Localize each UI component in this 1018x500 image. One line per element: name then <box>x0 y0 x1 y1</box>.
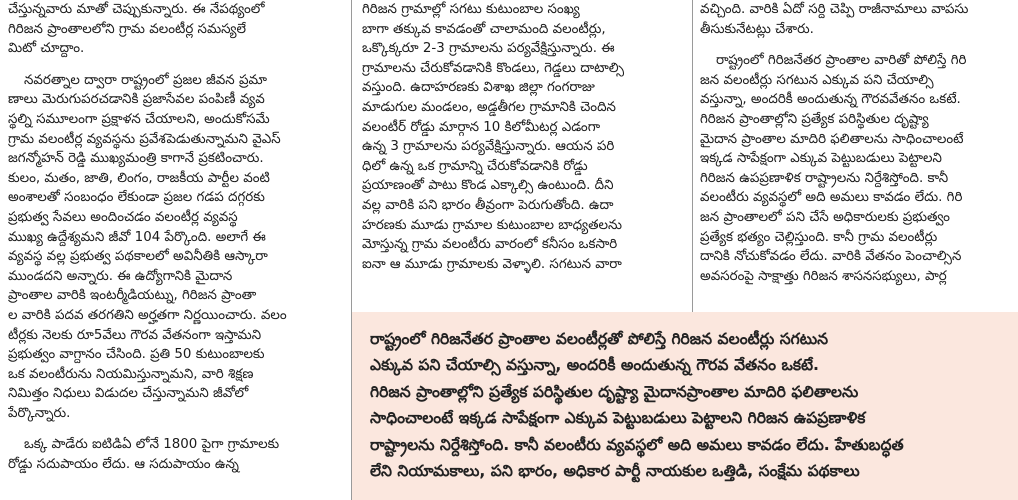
paragraph-gap <box>700 39 1012 51</box>
text-line: తీసుకునేటట్లు చేశారు. <box>700 21 814 37</box>
text-line: రాష్ట్రాలను నిర్దేశిస్తోంది. కానీ వలంటీరు వ్యవస్థలో అది అమలు కావడం లేదు. హేతుబద్ధత <box>370 435 904 454</box>
text-line: ఒక్కొక్కరూ 2-3 గ్రామాలను పర్యవేక్షిస్తున్నారు. ఈ <box>362 41 615 57</box>
text-line: నిమిత్తం నిధులు విడుదల చేస్తున్నామని జీవోలో <box>8 386 249 402</box>
text-line: అవసరంపై సాక్షాత్తు గిరిజన శాసనసభ్యులు, పార్ల <box>700 268 947 284</box>
text-line: రాష్ట్రంలో గిరిజనేతర ప్రాంతాల వారితో పోలిస్తే గిరి <box>716 53 967 69</box>
pull-quote-box <box>352 312 1018 500</box>
text-line: ల వారికి పదవ తరగతిని అర్హతగా నిర్ణయించారు. వలం <box>8 307 287 323</box>
text-line: దానికి నోచుకోవడం లేదు. వారికి వేతనం పెంచాల్సిన <box>700 249 962 265</box>
text-line: వలంటీర్ రోడ్డు మార్గాన 10 కిలోమీటర్ల ఎడంగా <box>362 119 601 135</box>
text-line: బాగా తక్కువ కావడంతో చాలామంది వలంటీర్లు, <box>362 21 606 37</box>
text-line: వలంటీరు వ్యవస్థలో అది అమలు కావడం లేదు. గిరి <box>700 190 963 206</box>
text-line: ప్రభుత్వ సేవలు అందించడం వలంటీర్ల వ్యవస్థ <box>8 209 238 225</box>
text-line: ఇక్కడ సాపేక్షంగా ఎక్కువ పెట్టుబడులు పెట్టాలని <box>700 151 942 167</box>
text-line: గిరిజన ఉపప్రణాళిక రాష్ట్రాలను నిర్దేశిస్తోంది. కానీ <box>700 170 949 186</box>
text-line: కులం, మతం, జాతి, లింగం, రాజకీయ పార్టీల వంటి <box>8 170 270 186</box>
text-line: ప్రభుత్వం వాగ్దానం చేసింది. ప్రతి 50 కుటుంబాలకు <box>8 347 265 363</box>
text-line: ధిలో ఉన్న ఒక గ్రామాన్ని చేరుకోవడానికి రోడ్డు <box>362 158 588 174</box>
text-line: గ్రామ వలంటీర్ల వ్యవస్థను ప్రవేశపెడుతున్నామని వైఎస్ <box>8 131 281 147</box>
text-line: ముఖ్య ఉద్దేశ్యమని జీవో 104 పేర్కొంది. అలాగే ఈ <box>8 229 266 245</box>
text-line: గిరిజన ప్రాంతాల్లోని ప్రత్యేక పరిస్థితుల దృష్ట్యా మైదానప్రాంతాల మాదిరి ఫలితాలను <box>370 382 859 401</box>
text-line: టీర్లకు నెలకు రూ5వేలు గౌరవ వేతనంగా ఇస్తామని <box>8 327 262 343</box>
text-line: లేని నియామకాలు, పని భారం, అధికార పార్టీ నాయకుల ఒత్తిడి, సంక్షేమ పథకాలు <box>370 461 860 480</box>
text-line: వస్తున్నా, అందరికీ అందుతున్న గౌరవవేతనం ఒకటే. <box>700 92 961 108</box>
article-column-3 <box>700 0 1012 310</box>
text-line: ప్రాంతాల వారికి ఇంటర్మీడియట్ను, గిరిజన ప్రాంతా <box>8 288 257 304</box>
text-line: చేస్తున్నవారు మాతో చెప్పుకున్నారు. ఈ నేపథ్యంలో <box>8 2 265 17</box>
text-line: వచ్చింది. వారికి ఏదో సర్ది చెప్పి రాజీనామాలు వాపసు <box>700 2 969 17</box>
paragraph-gap <box>8 423 344 435</box>
text-line: వల్ల వారికి పని భారం తీవ్రంగా పెరుగుతోంది. ఉదా <box>362 197 614 213</box>
article-column-1 <box>8 0 344 500</box>
article-column-2 <box>362 0 686 310</box>
text-line: హరణకు మూడు గ్రామాల కుటుంబాల బాధ్యతలను <box>362 217 623 233</box>
paragraph-gap <box>8 59 344 71</box>
text-line: ఒక వలంటీరును నియమిస్తున్నామని, వారి శిక్షణ <box>8 366 254 382</box>
text-line: సాధించాలంటే ఇక్కడ సాపేక్షంగా ఎక్కువ పెట్టుబడులు పెట్టాలని గిరిజన ఉపప్రణాళిక <box>370 409 866 428</box>
text-line: మోస్తున్న గ్రామ వలంటీరు వారంలో కనీసం ఒకసారి <box>362 237 618 253</box>
text-line: పేర్కొన్నారు. <box>8 405 71 421</box>
text-line: జన వలంటీర్లు సగటున ఎక్కువ పని చేయాల్సి <box>700 72 934 88</box>
text-line: ముండదని అన్నారు. ఈ ఉద్యోగానికి మైదాన <box>8 268 233 284</box>
text-line: ణాలు మెరుగుపరచడానికి ప్రజాసేవల పంపిణీ వ్యవ <box>8 92 265 108</box>
text-line: ఉన్న 3 గ్రామాలను పర్యవేక్షిస్తున్నారు. ఆయన పరి <box>362 139 615 155</box>
column-divider <box>692 0 693 312</box>
text-line: ప్రత్యేక భత్యం చెల్లిస్తుంది. కానీ గ్రామ వలంటీర్లు <box>700 229 938 245</box>
text-line: జన ప్రాంతాలలో పని చేసే అధికారులకు ప్రభుత్వం <box>700 209 950 225</box>
text-line: ఒక్క పాడేరు ఐటిడిఏ లోనే 1800 పైగా గ్రామాలకు <box>24 437 280 453</box>
text-line: గ్రామాలను చేరుకోవడానికి కొండలు, గెడ్డలు దాటాల్సి <box>362 60 625 76</box>
text-line: స్థల్ని సమూలంగా ప్రక్షాళన చేయాలని, అందుకోసమే <box>8 111 270 127</box>
pull-quote-text <box>370 326 1000 484</box>
text-line: గిరిజన ప్రాంతాల్లోని ప్రత్యేక పరిస్థితుల దృష్ట్యా <box>700 111 929 127</box>
text-line: ప్రయాణంతో పాటు కొండ ఎక్కాల్సి ఉంటుంది. దీని <box>362 178 614 194</box>
text-line: ఎక్కువ పని చేయాల్సి వస్తున్నా, అందరికీ అందుతున్న గౌరవ వేతనం ఒకటే. <box>370 356 819 375</box>
text-line: మిటో చూద్దాం. <box>8 41 85 57</box>
text-line: మాడుగుల మండలం, అడ్డతీగల గ్రామానికి చెందిన <box>362 99 616 115</box>
text-line: రోడ్డు సదుపాయం లేదు. ఆ సదుపాయం ఉన్న <box>8 457 239 473</box>
text-line: వస్తుంది. ఉదాహరణకు విశాఖ జిల్లా గంగరాజు <box>362 80 595 96</box>
text-line: జగన్మోహన్ రెడ్డి ముఖ్యమంత్రి కాగానే ప్రకటించారు. <box>8 151 264 167</box>
text-line: నవరత్నాల ద్వారా రాష్ట్రంలో ప్రజల జీవన ప్రమా <box>24 72 267 88</box>
text-line: గిరిజన ప్రాంతాలలోని గ్రామ వలంటీర్ల సమస్యలే <box>8 21 246 37</box>
text-line: ఐనా ఆ మూడు గ్రామాలకు వెళ్ళాలి. సగటున వారా <box>362 256 622 272</box>
text-line: గిరిజన గ్రామాల్లో సగటు కుటుంబాల సంఖ్య <box>362 2 580 17</box>
text-line: అంశాలతో సంబంధం లేకుండా ప్రజల గడప దగ్గరకు <box>8 190 265 206</box>
text-line: వ్యవస్థ వల్ల ప్రభుత్వ పథకాలలో అవినీతికి ఆస్కారా <box>8 249 268 265</box>
text-line: రాష్ట్రంలో గిరిజనేతర ప్రాంతాల వలంటీర్లతో పోలిస్తే గిరిజన వలంటీర్లు సగటున <box>370 330 829 348</box>
text-line: మైదాన ప్రాంతాల మాదిరి ఫలితాలను సాధించాలంటే <box>700 131 964 147</box>
